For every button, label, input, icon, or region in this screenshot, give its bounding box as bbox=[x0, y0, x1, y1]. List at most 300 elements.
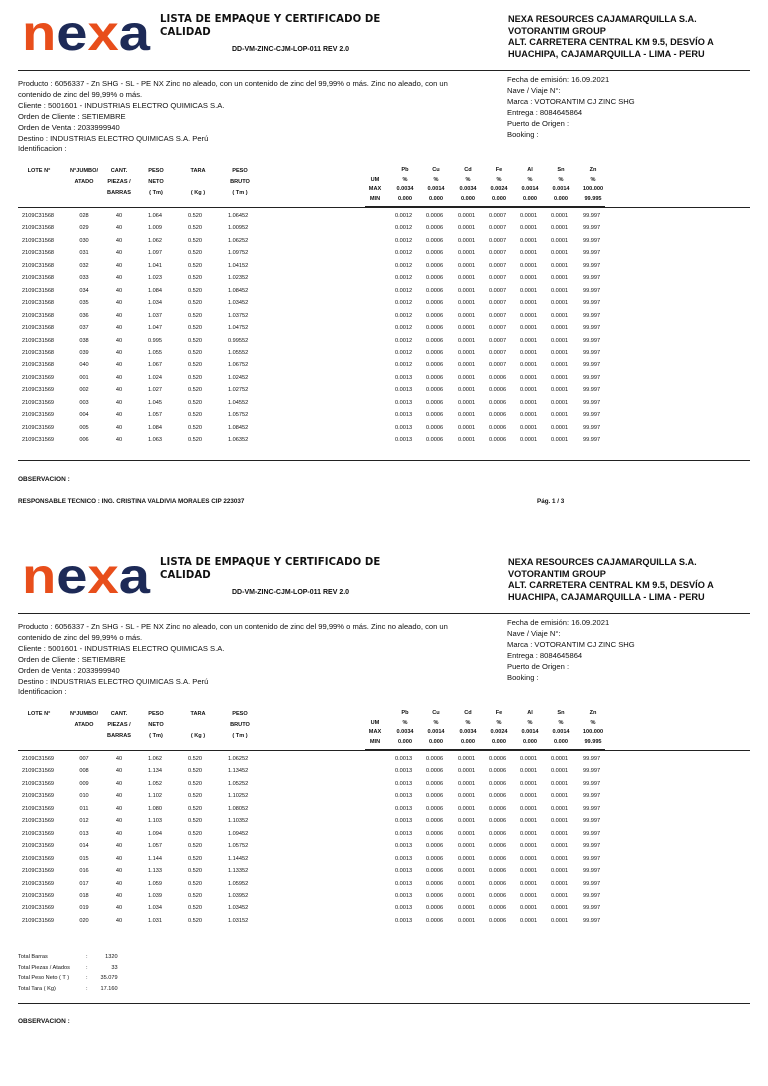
cell: 0.0001 bbox=[458, 793, 476, 800]
cell: 0.0001 bbox=[520, 300, 538, 307]
cell: 004 bbox=[79, 412, 89, 419]
cell: 0.520 bbox=[188, 275, 202, 282]
info-line: Orden de Venta : 2033999940 bbox=[18, 665, 120, 675]
header-text: Cu bbox=[432, 167, 440, 173]
cell: 0.0006 bbox=[426, 213, 444, 219]
meta-line: Booking : bbox=[507, 129, 539, 139]
header-element-fe bbox=[482, 166, 516, 204]
cell: 0.0001 bbox=[520, 793, 538, 800]
cell: 1.062 bbox=[148, 237, 162, 244]
cell: 1.134 bbox=[148, 768, 162, 775]
cell: 0.520 bbox=[188, 312, 202, 319]
meta-line: Puerto de Origen : bbox=[507, 118, 570, 128]
cell: 0.520 bbox=[188, 843, 202, 850]
cell: 0.0001 bbox=[520, 349, 538, 356]
cell: 0.0006 bbox=[426, 337, 444, 344]
cell: 039 bbox=[79, 349, 89, 356]
header-text: % bbox=[433, 176, 439, 183]
cell: 0.0001 bbox=[551, 312, 569, 319]
cell: 010 bbox=[79, 793, 89, 800]
meta-line: Fecha de emisión: 16.09.2021 bbox=[507, 618, 610, 627]
cell: 0.0001 bbox=[458, 880, 476, 887]
header-text: BRUTO bbox=[230, 179, 250, 185]
header-text: LOTE N° bbox=[27, 168, 51, 174]
header-text: 0.0034 bbox=[396, 729, 414, 735]
cell: 0.0007 bbox=[489, 262, 507, 269]
cell: 0.0006 bbox=[489, 880, 507, 887]
total-line bbox=[18, 952, 118, 963]
header-tara bbox=[182, 166, 214, 199]
header-peso-neto bbox=[140, 166, 172, 199]
cell: 99.997 bbox=[583, 237, 601, 244]
cell: 0.520 bbox=[188, 805, 202, 812]
header-text: Cd bbox=[464, 710, 472, 716]
header-text: ( Tm ) bbox=[232, 190, 248, 196]
cell: 99.997 bbox=[583, 337, 601, 344]
cell: 2109C31569 bbox=[22, 917, 55, 924]
cell: 008 bbox=[79, 768, 89, 775]
cell: 1.03452 bbox=[228, 300, 249, 307]
cell: 1.063 bbox=[148, 437, 162, 444]
cell: 0.0013 bbox=[395, 843, 413, 850]
cell: 0.0006 bbox=[426, 818, 444, 825]
header-text: Pb bbox=[401, 710, 409, 716]
info-line: Cliente : 5001601 - INDUSTRIAS ELECTRO QUIMICAS S.A. bbox=[18, 643, 225, 653]
header-element-al bbox=[513, 166, 547, 204]
cell: 40 bbox=[115, 868, 123, 875]
header-element-zn bbox=[576, 709, 610, 747]
header-text: % bbox=[433, 719, 439, 726]
meta-line: Nave / Viaje N°: bbox=[507, 85, 561, 95]
header-text: 0.0014 bbox=[521, 186, 539, 192]
cell: 018 bbox=[79, 892, 89, 899]
cell: 0.520 bbox=[188, 337, 202, 344]
header-text: BARRAS bbox=[107, 733, 131, 739]
header-element-pb bbox=[388, 166, 422, 204]
cell: 0.0001 bbox=[458, 349, 476, 356]
cell: 0.0006 bbox=[489, 412, 507, 419]
table-row bbox=[0, 768, 768, 781]
cell: 0.99552 bbox=[228, 337, 249, 344]
header-text: % bbox=[590, 719, 596, 726]
cell: 0.0006 bbox=[489, 805, 507, 812]
cell: 99.997 bbox=[583, 387, 601, 394]
header-text bbox=[360, 166, 390, 176]
shipment-meta bbox=[507, 75, 747, 140]
cell: 0.0001 bbox=[520, 287, 538, 294]
cell: 0.0001 bbox=[520, 868, 538, 875]
cell: 037 bbox=[79, 325, 89, 332]
responsable-tecnico: RESPONSABLE TECNICO : ING. CRISTINA VALDIVIA MORALES CIP 223037 bbox=[18, 498, 245, 505]
total-sep: : bbox=[86, 985, 88, 992]
header-text: % bbox=[558, 176, 564, 183]
cell: 003 bbox=[79, 399, 89, 406]
cell: 0.0001 bbox=[551, 250, 569, 257]
cell: 1.062 bbox=[148, 756, 162, 762]
info-line: contenido de zinc del 99,99% o más. bbox=[18, 632, 143, 642]
cell: 0.520 bbox=[188, 892, 202, 899]
cell: 1.03152 bbox=[228, 917, 249, 924]
cell: 0.520 bbox=[188, 213, 202, 219]
cell: 0.0006 bbox=[426, 917, 444, 924]
header-rule bbox=[18, 613, 750, 614]
header-text: 0.000 bbox=[429, 195, 443, 202]
cell: 40 bbox=[115, 805, 123, 812]
header-text: N°JUMBO/ bbox=[69, 168, 99, 174]
table-row bbox=[0, 288, 768, 301]
cell: 2109C31568 bbox=[22, 300, 55, 307]
cell: 2109C31568 bbox=[22, 337, 55, 344]
cell: 0.0007 bbox=[489, 287, 507, 294]
table-row bbox=[0, 856, 768, 869]
cell: 0.0001 bbox=[458, 399, 476, 406]
header-text: 0.0034 bbox=[459, 729, 477, 735]
cell: 2109C31569 bbox=[22, 756, 55, 762]
cell: 0.0001 bbox=[551, 213, 569, 219]
header-text: 0.000 bbox=[461, 738, 475, 745]
header-text: UM bbox=[370, 176, 380, 183]
cell: 0.0006 bbox=[426, 399, 444, 406]
cell: 0.520 bbox=[188, 399, 202, 406]
cell: 40 bbox=[115, 855, 123, 862]
table-row bbox=[0, 325, 768, 338]
cell: 0.0001 bbox=[551, 424, 569, 431]
cell: 0.0006 bbox=[426, 374, 444, 381]
cell: 1.04552 bbox=[228, 399, 249, 406]
cell: 2109C31568 bbox=[22, 362, 55, 369]
info-line: Orden de Cliente : SETIEMBRE bbox=[18, 654, 126, 664]
cell: 0.0013 bbox=[395, 424, 413, 431]
cell: 0.995 bbox=[148, 337, 162, 344]
cell: 1.052 bbox=[148, 780, 162, 787]
nexa-logo bbox=[22, 551, 152, 599]
header-text: 0.0014 bbox=[427, 186, 445, 192]
header-text: Cu bbox=[432, 710, 440, 716]
cell: 0.0006 bbox=[489, 793, 507, 800]
cell: 028 bbox=[79, 213, 89, 219]
cell: 017 bbox=[79, 880, 89, 887]
totals-block bbox=[18, 952, 118, 994]
cell: 0.0001 bbox=[520, 399, 538, 406]
cell: 0.0001 bbox=[520, 437, 538, 444]
header-text: 0.0034 bbox=[396, 186, 414, 192]
company-line: ALT. CARRETERA CENTRAL KM 9.5, DESVÍO A bbox=[508, 37, 714, 47]
cell: 1.14452 bbox=[228, 855, 249, 862]
shipment-info bbox=[18, 79, 498, 155]
cell: 0.0007 bbox=[489, 337, 507, 344]
cell: 019 bbox=[79, 905, 89, 912]
document-code: DD-VM-ZINC-CJM-LOP-011 REV 2.0 bbox=[232, 46, 350, 53]
cell: 1.02452 bbox=[228, 374, 249, 381]
cell: 0.0001 bbox=[458, 213, 476, 219]
company-line: HUACHIPA, CAJAMARQUILLA - LIMA - PERU bbox=[508, 591, 705, 602]
total-value: 33 bbox=[111, 964, 118, 971]
header-text: 100.000 bbox=[582, 186, 604, 192]
cell: 0.0006 bbox=[426, 768, 444, 775]
company-line: NEXA RESOURCES CAJAMARQUILLA S.A. bbox=[508, 557, 697, 567]
cell: 2109C31569 bbox=[22, 412, 55, 419]
header-text: NETO bbox=[148, 179, 164, 185]
cell: 1.13352 bbox=[228, 868, 249, 875]
cell: 2109C31568 bbox=[22, 275, 55, 282]
cell: 0.0013 bbox=[395, 756, 413, 762]
cell: 0.0001 bbox=[520, 262, 538, 269]
total-value: 35.079 bbox=[100, 975, 118, 981]
cell: 0.0012 bbox=[395, 337, 413, 344]
total-label: Total Tara ( Kg) bbox=[18, 985, 56, 992]
cell: 036 bbox=[79, 312, 89, 319]
observacion-label: OBSERVACION : bbox=[18, 476, 70, 483]
cell: 1.02352 bbox=[228, 275, 249, 282]
meta-line: Marca : VOTORANTIM CJ ZINC SHG bbox=[507, 639, 635, 649]
cell: 2109C31569 bbox=[22, 768, 55, 775]
company-line: ALT. CARRETERA CENTRAL KM 9.5, DESVÍO A bbox=[508, 580, 714, 590]
cell: 0.520 bbox=[188, 325, 202, 332]
cell: 99.997 bbox=[583, 412, 601, 419]
cell: 0.0001 bbox=[551, 818, 569, 825]
observacion-label: OBSERVACION : bbox=[18, 1018, 70, 1025]
cell: 0.0013 bbox=[395, 892, 413, 899]
header-text: TARA bbox=[190, 168, 206, 174]
header-text: Al bbox=[527, 167, 533, 173]
cell: 0.0006 bbox=[426, 780, 444, 787]
cell: 0.0001 bbox=[551, 275, 569, 282]
header-text: NETO bbox=[148, 722, 164, 728]
cell: 0.0001 bbox=[520, 325, 538, 332]
table-row bbox=[0, 387, 768, 400]
cell: 0.0001 bbox=[520, 780, 538, 787]
cell: 0.0006 bbox=[426, 843, 444, 850]
cell: 0.0012 bbox=[395, 237, 413, 244]
cell: 0.520 bbox=[188, 917, 202, 924]
cell: 99.997 bbox=[583, 805, 601, 812]
cell: 0.0001 bbox=[458, 805, 476, 812]
cell: 2109C31569 bbox=[22, 399, 55, 406]
cell: 0.520 bbox=[188, 818, 202, 825]
header-text: 99.995 bbox=[584, 195, 602, 202]
header-text: 0.000 bbox=[554, 195, 568, 202]
cell: 0.0001 bbox=[551, 756, 569, 762]
table-row bbox=[0, 238, 768, 251]
cell: 0.0001 bbox=[458, 756, 476, 762]
info-line: Identificacion : bbox=[18, 687, 67, 697]
cell: 020 bbox=[79, 917, 89, 924]
cell: 99.997 bbox=[583, 780, 601, 787]
table-row bbox=[0, 756, 768, 769]
cell: 0.0001 bbox=[551, 880, 569, 887]
table-row bbox=[0, 781, 768, 794]
cell: 0.0001 bbox=[551, 805, 569, 812]
meta-line: Booking : bbox=[507, 672, 539, 682]
header-peso-bruto bbox=[222, 166, 258, 199]
cell: 1.047 bbox=[148, 325, 162, 332]
header-element-al bbox=[513, 709, 547, 747]
cell: 0.520 bbox=[188, 830, 202, 837]
min-underline bbox=[365, 749, 605, 750]
cell: 2109C31568 bbox=[22, 312, 55, 319]
cell: 0.0006 bbox=[426, 225, 444, 232]
cell: 99.997 bbox=[583, 399, 601, 406]
cell: 0.520 bbox=[188, 349, 202, 356]
cell: 99.997 bbox=[583, 880, 601, 887]
table-row bbox=[0, 843, 768, 856]
cell: 2109C31569 bbox=[22, 818, 55, 825]
header-text: % bbox=[496, 176, 502, 183]
table-row bbox=[0, 375, 768, 388]
cell: 0.0013 bbox=[395, 818, 413, 825]
header-peso-bruto bbox=[222, 709, 258, 742]
table-header-rule bbox=[18, 207, 750, 208]
cell: 40 bbox=[115, 818, 123, 825]
table-bottom-rule bbox=[18, 1003, 750, 1004]
cell: 99.997 bbox=[583, 300, 601, 307]
table-row bbox=[0, 893, 768, 906]
cell: 40 bbox=[115, 917, 123, 924]
cell: 1.031 bbox=[148, 917, 162, 924]
cell: 40 bbox=[115, 880, 123, 887]
table-row bbox=[0, 425, 768, 438]
header-text: % bbox=[590, 176, 596, 183]
header-text: 0.000 bbox=[461, 195, 475, 202]
cell: 0.0001 bbox=[458, 768, 476, 775]
cell: 0.0001 bbox=[551, 843, 569, 850]
cell: 0.0001 bbox=[458, 250, 476, 257]
cell: 007 bbox=[79, 756, 89, 762]
header-text: CANT. bbox=[110, 168, 128, 174]
cell: 0.520 bbox=[188, 756, 202, 762]
header-text: PESO bbox=[148, 168, 164, 174]
cell: 040 bbox=[79, 362, 89, 369]
header-um bbox=[360, 166, 390, 204]
table-row bbox=[0, 350, 768, 363]
cell: 016 bbox=[79, 868, 89, 875]
cell: 0.0012 bbox=[395, 312, 413, 319]
cell: 0.0006 bbox=[489, 843, 507, 850]
cell: 0.0001 bbox=[551, 793, 569, 800]
info-line: Identificacion : bbox=[18, 144, 67, 154]
total-sep: : bbox=[86, 975, 88, 981]
cell: 0.0007 bbox=[489, 312, 507, 319]
cell: 0.0013 bbox=[395, 780, 413, 787]
cell: 0.0012 bbox=[395, 349, 413, 356]
cell: 0.0001 bbox=[551, 768, 569, 775]
cell: 1.102 bbox=[148, 793, 162, 800]
cell: 009 bbox=[79, 780, 89, 787]
header-text bbox=[182, 720, 214, 731]
header-text: ( Kg ) bbox=[190, 190, 206, 196]
cell: 0.0012 bbox=[395, 300, 413, 307]
header-text: 0.000 bbox=[492, 195, 506, 202]
cell: 2109C31569 bbox=[22, 805, 55, 812]
cell: 2109C31569 bbox=[22, 843, 55, 850]
info-line: Orden de Venta : 2033999940 bbox=[18, 122, 120, 132]
header-text: ( Kg ) bbox=[190, 733, 206, 739]
cell: 0.520 bbox=[188, 880, 202, 887]
header-element-fe bbox=[482, 709, 516, 747]
cell: 99.997 bbox=[583, 917, 601, 924]
header-cantidad bbox=[100, 166, 138, 199]
cell: 0.0006 bbox=[489, 437, 507, 444]
header-tara bbox=[182, 709, 214, 742]
cell: 40 bbox=[115, 768, 123, 775]
header-text: % bbox=[496, 719, 502, 726]
cell: 0.0006 bbox=[426, 237, 444, 244]
header-text bbox=[182, 177, 214, 188]
cell: 40 bbox=[115, 325, 123, 332]
header-um bbox=[360, 709, 390, 747]
header-text: ATADO bbox=[74, 179, 94, 185]
cell: 1.06252 bbox=[228, 756, 249, 762]
cell: 0.0013 bbox=[395, 880, 413, 887]
info-line: Destino : INDUSTRIAS ELECTRO QUIMICAS S.A. Perú bbox=[18, 133, 209, 143]
page-number: Pág. 1 / 3 bbox=[537, 498, 565, 505]
header-text: BARRAS bbox=[107, 190, 131, 196]
cell: 40 bbox=[115, 213, 123, 219]
cell: 005 bbox=[79, 424, 89, 431]
total-label: Total Peso Neto ( T ) bbox=[18, 975, 70, 981]
header-text: Cd bbox=[464, 167, 472, 173]
cell: 2109C31568 bbox=[22, 262, 55, 269]
cell: 1.05252 bbox=[228, 780, 249, 787]
cell: 0.0001 bbox=[551, 362, 569, 369]
cell: 1.03952 bbox=[228, 892, 249, 899]
cell: 2109C31569 bbox=[22, 868, 55, 875]
cell: 1.084 bbox=[148, 287, 162, 294]
total-value: 1320 bbox=[105, 954, 118, 960]
cell: 0.0012 bbox=[395, 287, 413, 294]
cell: 0.0001 bbox=[551, 892, 569, 899]
cell: 40 bbox=[115, 262, 123, 269]
cell: 0.0001 bbox=[458, 855, 476, 862]
cell: 0.0006 bbox=[426, 349, 444, 356]
cell: 1.055 bbox=[148, 349, 162, 356]
cell: 030 bbox=[79, 237, 89, 244]
cell: 1.06352 bbox=[228, 437, 249, 444]
cell: 0.0013 bbox=[395, 830, 413, 837]
cell: 40 bbox=[115, 300, 123, 307]
cell: 2109C31569 bbox=[22, 793, 55, 800]
cell: 0.0006 bbox=[489, 892, 507, 899]
cell: 0.0001 bbox=[520, 843, 538, 850]
cell: 0.0013 bbox=[395, 905, 413, 912]
company-line: NEXA RESOURCES CAJAMARQUILLA S.A. bbox=[508, 14, 697, 24]
cell: 0.0001 bbox=[520, 756, 538, 762]
cell: 0.0006 bbox=[426, 868, 444, 875]
cell: 0.520 bbox=[188, 250, 202, 257]
cell: 99.997 bbox=[583, 756, 601, 762]
table-row bbox=[0, 818, 768, 831]
cell: 0.0001 bbox=[551, 437, 569, 444]
cell: 1.06452 bbox=[228, 213, 249, 219]
header-text: 0.0034 bbox=[459, 186, 477, 192]
cell: 40 bbox=[115, 237, 123, 244]
cell: 0.0001 bbox=[458, 312, 476, 319]
cell: 0.0006 bbox=[426, 855, 444, 862]
cell: 0.0001 bbox=[520, 275, 538, 282]
cell: 0.0007 bbox=[489, 250, 507, 257]
meta-line: Entrega : 8084645864 bbox=[507, 107, 583, 117]
table-row bbox=[0, 250, 768, 263]
cell: 0.0013 bbox=[395, 387, 413, 394]
cell: 0.0001 bbox=[458, 424, 476, 431]
cell: 0.0001 bbox=[520, 412, 538, 419]
cell: 1.133 bbox=[148, 868, 162, 875]
cell: 1.064 bbox=[148, 213, 162, 219]
cell: 0.0006 bbox=[426, 287, 444, 294]
cell: 0.0001 bbox=[520, 424, 538, 431]
cell: 1.08052 bbox=[228, 805, 249, 812]
cell: 99.997 bbox=[583, 213, 601, 219]
